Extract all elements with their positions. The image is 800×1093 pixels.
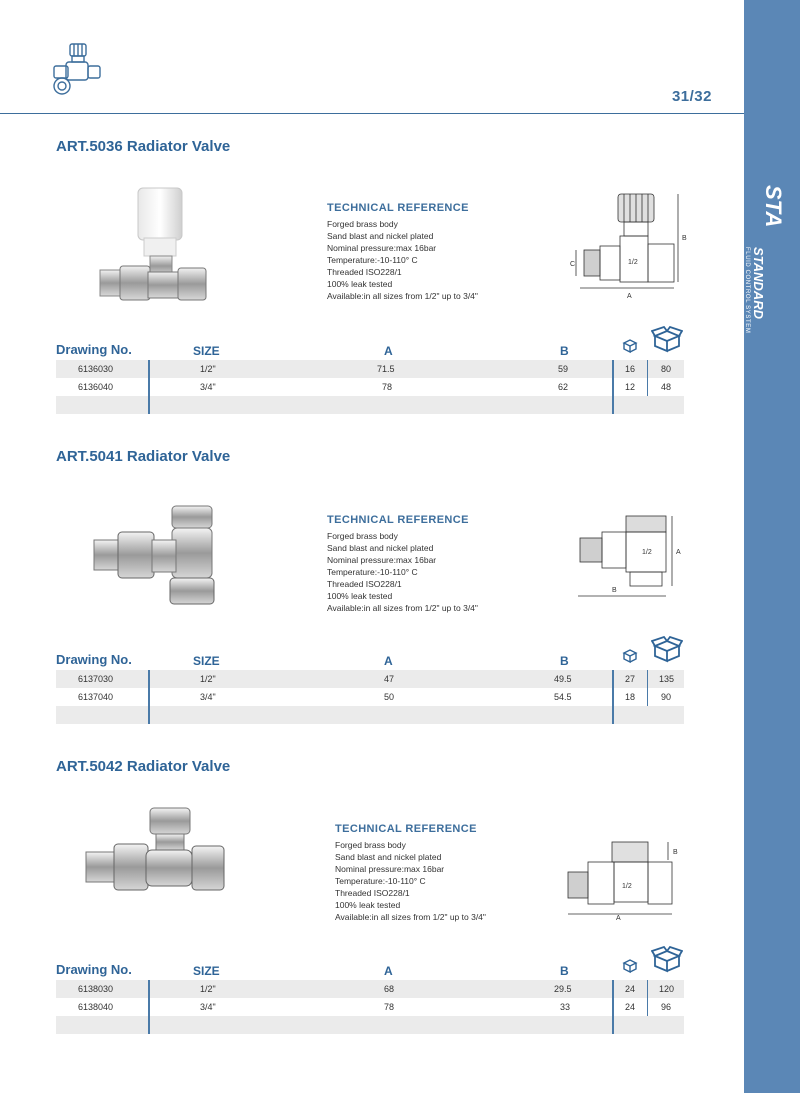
tech-line: Temperature:-10-110° C xyxy=(335,876,426,886)
tech-reference-title: TECHNICAL REFERENCE xyxy=(335,823,477,835)
size-mark: 1/2 xyxy=(622,883,632,890)
dim-label-a: A xyxy=(627,293,632,300)
outer-carton-icon xyxy=(651,636,683,669)
dim-label-b: B xyxy=(682,235,687,242)
tech-reference xyxy=(335,822,486,923)
col-drawing-no: Drawing No. xyxy=(56,652,132,667)
section-title: ART.5041 Radiator Valve xyxy=(56,448,231,465)
table-row xyxy=(56,998,684,1016)
column-divider xyxy=(612,360,614,414)
cell-a: 78 xyxy=(382,382,393,392)
cell-outer-qty: 90 xyxy=(661,692,672,702)
col-a: A xyxy=(384,344,393,358)
inner-box-icon xyxy=(622,958,638,979)
cell-size: 3/4" xyxy=(200,382,216,392)
dim-label-c: C xyxy=(570,261,576,268)
cell-drawing-no: 6137040 xyxy=(78,692,114,702)
brand-mark: STA xyxy=(761,185,786,228)
tech-line: 100% leak tested xyxy=(327,279,393,289)
cell-size: 1/2" xyxy=(200,674,216,684)
dim-label-a: A xyxy=(676,549,681,556)
tech-reference-title: TECHNICAL REFERENCE xyxy=(327,514,469,526)
cell-outer-qty: 135 xyxy=(659,674,675,684)
cell-inner-qty: 16 xyxy=(625,364,636,374)
col-drawing-no: Drawing No. xyxy=(56,962,132,977)
tech-line: Available:in all sizes from 1/2" up to 3/4" xyxy=(327,603,478,613)
size-mark: 1/2 xyxy=(642,549,652,556)
column-divider xyxy=(612,980,614,1034)
col-b: B xyxy=(560,964,569,978)
dim-label-b: B xyxy=(612,587,617,594)
column-divider xyxy=(148,670,150,724)
cell-size: 3/4" xyxy=(200,1002,216,1012)
tech-line: Threaded ISO228/1 xyxy=(335,888,410,898)
cell-drawing-no: 6138030 xyxy=(78,984,114,994)
section-title: ART.5036 Radiator Valve xyxy=(56,138,231,155)
tech-line: Forged brass body xyxy=(335,840,406,850)
tech-line: Nominal pressure:max 16bar xyxy=(327,243,437,253)
cell-a: 47 xyxy=(384,674,395,684)
cell-b: 29.5 xyxy=(554,984,572,994)
technical-drawing xyxy=(570,510,690,604)
outer-carton-icon xyxy=(651,946,683,979)
brand-logo xyxy=(744,185,800,345)
table-row xyxy=(56,360,684,378)
table-row xyxy=(56,980,684,998)
valve-photo xyxy=(80,804,230,904)
cell-inner-qty: 24 xyxy=(625,984,636,994)
cell-outer-qty: 80 xyxy=(661,364,672,374)
col-b: B xyxy=(560,344,569,358)
cell-b: 59 xyxy=(558,364,569,374)
tech-reference-title: TECHNICAL REFERENCE xyxy=(327,202,469,214)
size-mark: 1/2 xyxy=(628,259,638,266)
column-divider xyxy=(148,980,150,1034)
dim-label-b: B xyxy=(673,849,678,856)
cell-drawing-no: 6136030 xyxy=(78,364,114,374)
product-section-5036 xyxy=(0,138,744,420)
col-a: A xyxy=(384,654,393,668)
column-divider xyxy=(612,670,614,724)
cell-inner-qty: 27 xyxy=(625,674,636,684)
tech-line: 100% leak tested xyxy=(335,900,401,910)
technical-drawing xyxy=(566,188,696,308)
table-row-empty xyxy=(56,706,684,724)
dim-label-a: A xyxy=(616,915,621,922)
outer-carton-icon xyxy=(651,326,683,359)
tech-line: 100% leak tested xyxy=(327,591,393,601)
tech-line: Sand blast and nickel plated xyxy=(327,543,434,553)
col-a: A xyxy=(384,964,393,978)
valve-photo xyxy=(92,182,222,322)
brand-tagline: FLUID CONTROL SYSTEM xyxy=(744,247,750,334)
tech-line: Temperature:-10-110° C xyxy=(327,567,418,577)
col-drawing-no: Drawing No. xyxy=(56,342,132,357)
inner-box-icon xyxy=(622,648,638,669)
tech-reference xyxy=(327,513,478,614)
tech-line: Sand blast and nickel plated xyxy=(335,852,442,862)
col-size: SIZE xyxy=(193,964,220,978)
cell-a: 50 xyxy=(384,692,395,702)
tech-line: Nominal pressure:max 16bar xyxy=(335,864,445,874)
tech-line: Available:in all sizes from 1/2" up to 3/4" xyxy=(335,912,486,922)
cell-b: 54.5 xyxy=(554,692,572,702)
cell-b: 49.5 xyxy=(554,674,572,684)
cell-outer-qty: 96 xyxy=(661,1002,672,1012)
cell-size: 1/2" xyxy=(200,984,216,994)
col-size: SIZE xyxy=(193,344,220,358)
cell-outer-qty: 48 xyxy=(661,382,672,392)
column-divider xyxy=(647,670,648,706)
cell-drawing-no: 6138040 xyxy=(78,1002,114,1012)
cell-a: 71.5 xyxy=(377,364,395,374)
column-divider xyxy=(647,980,648,1016)
cell-b: 33 xyxy=(560,1002,571,1012)
product-section-5041 xyxy=(0,448,744,730)
cell-drawing-no: 6136040 xyxy=(78,382,114,392)
inner-box-icon xyxy=(622,338,638,359)
cell-inner-qty: 18 xyxy=(625,692,636,702)
valve-photo xyxy=(88,500,228,610)
tech-line: Nominal pressure:max 16bar xyxy=(327,555,437,565)
tech-line: Temperature:-10-110° C xyxy=(327,255,418,265)
table-row xyxy=(56,670,684,688)
tech-line: Threaded ISO228/1 xyxy=(327,579,402,589)
page-number: 31/32 xyxy=(671,88,712,105)
product-section-5042 xyxy=(0,758,744,1040)
header-divider xyxy=(0,113,744,114)
sidebar-band xyxy=(744,0,800,1093)
cell-inner-qty: 12 xyxy=(625,382,636,392)
column-divider xyxy=(647,360,648,396)
table-row-empty xyxy=(56,396,684,414)
col-size: SIZE xyxy=(193,654,220,668)
tech-reference xyxy=(327,201,478,302)
tech-line: Available:in all sizes from 1/2" up to 3/4" xyxy=(327,291,478,301)
cell-a: 78 xyxy=(384,1002,395,1012)
tech-line: Sand blast and nickel plated xyxy=(327,231,434,241)
tech-line: Forged brass body xyxy=(327,531,398,541)
cell-size: 3/4" xyxy=(200,692,216,702)
cell-drawing-no: 6137030 xyxy=(78,674,114,684)
table-row-empty xyxy=(56,1016,684,1034)
column-divider xyxy=(148,360,150,414)
cell-size: 1/2" xyxy=(200,364,216,374)
technical-drawing xyxy=(560,836,690,922)
col-b: B xyxy=(560,654,569,668)
tech-line: Threaded ISO228/1 xyxy=(327,267,402,277)
cell-b: 62 xyxy=(558,382,569,392)
cell-inner-qty: 24 xyxy=(625,1002,636,1012)
brand-name: STANDARD xyxy=(751,247,766,319)
tech-line: Forged brass body xyxy=(327,219,398,229)
cell-outer-qty: 120 xyxy=(659,984,675,994)
cell-a: 68 xyxy=(384,984,395,994)
valve-logo-icon xyxy=(48,40,112,102)
table-row xyxy=(56,378,684,396)
section-title: ART.5042 Radiator Valve xyxy=(56,758,231,775)
table-row xyxy=(56,688,684,706)
